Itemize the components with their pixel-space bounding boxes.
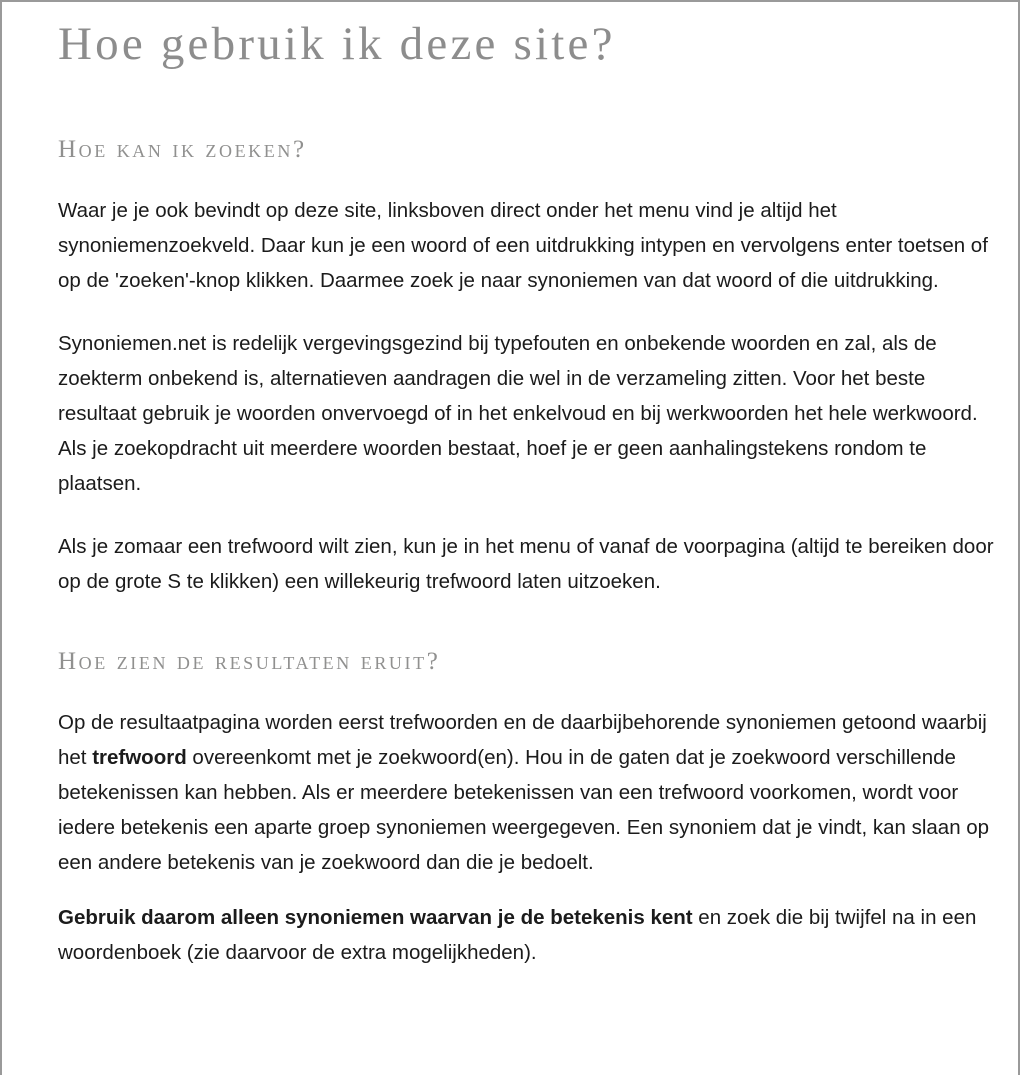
- paragraph-resultaten-2-text-after: en zoek die bij twijfel na in een woordenboek (zie daarvoor de extra mogelijkheden).: [58, 906, 977, 965]
- paragraph-resultaten-1-text-after: overeenkomt met je zoekwoord(en). Hou in de gaten dat je zoekwoord verschillende betekenissen kan hebben. Als er meerdere betekenissen van een trefwoord voorkomen, wordt voor iedere betekenis een aparte groep synoniemen weergegeven. Een synoniem dat je vindt, kan slaan op een andere betekenis van je zoekwoord dan die je bedoelt.: [58, 746, 990, 875]
- section-heading-zoeken: Hoe kan ik zoeken?: [58, 136, 307, 164]
- page-title: Hoe gebruik ik deze site?: [58, 18, 616, 70]
- paragraph-zoeken-1: Waar je je ook bevindt op deze site, linksboven direct onder het menu vind je altijd het synoniemenzoekveld. Daar kun je een woord of een uitdrukking intypen en vervolgens enter toetsen of op de 'zoeken'-knop klikken. Daarmee zoek je naar synoniemen van dat woord of die uitdrukking.: [58, 199, 988, 293]
- paragraph-resultaten-2: [58, 880, 1006, 970]
- paragraph-zoeken-3: Als je zomaar een trefwoord wilt zien, kun je in het menu of vanaf de voorpagina (altijd te bereiken door op de grote S te klikken) een willekeurig trefwoord laten uitzoeken.: [58, 535, 994, 594]
- keyword-trefwoord-emphasis: trefwoord: [92, 746, 187, 770]
- paragraph-resultaten-1: [58, 677, 1006, 880]
- section-heading-resultaten: Hoe zien de resultaten eruit?: [58, 648, 441, 676]
- paragraph-zoeken-2: Synoniemen.net is redelijk vergevingsgezind bij typefouten en onbekende woorden en zal, als de zoekterm onbekend is, alternatieven aandragen die wel in de verzameling zitten. Voor het beste resultaat gebruik je woorden onvervoegd of in het enkelvoud en bij werkwoorden het hele werkwoord. Als je zoekopdracht uit meerdere woorden bestaat, hoef je er geen aanhalingstekens rondom te plaatsen.: [58, 332, 978, 496]
- advice-emphasis: Gebruik daarom alleen synoniemen waarvan je de betekenis kent: [58, 906, 693, 930]
- page-content: [2, 2, 1018, 1075]
- paragraph-resultaten-1-text-before: Op de resultaatpagina worden eerst trefwoorden en de daarbijbehorende synoniemen getoond waarbij het: [58, 711, 987, 770]
